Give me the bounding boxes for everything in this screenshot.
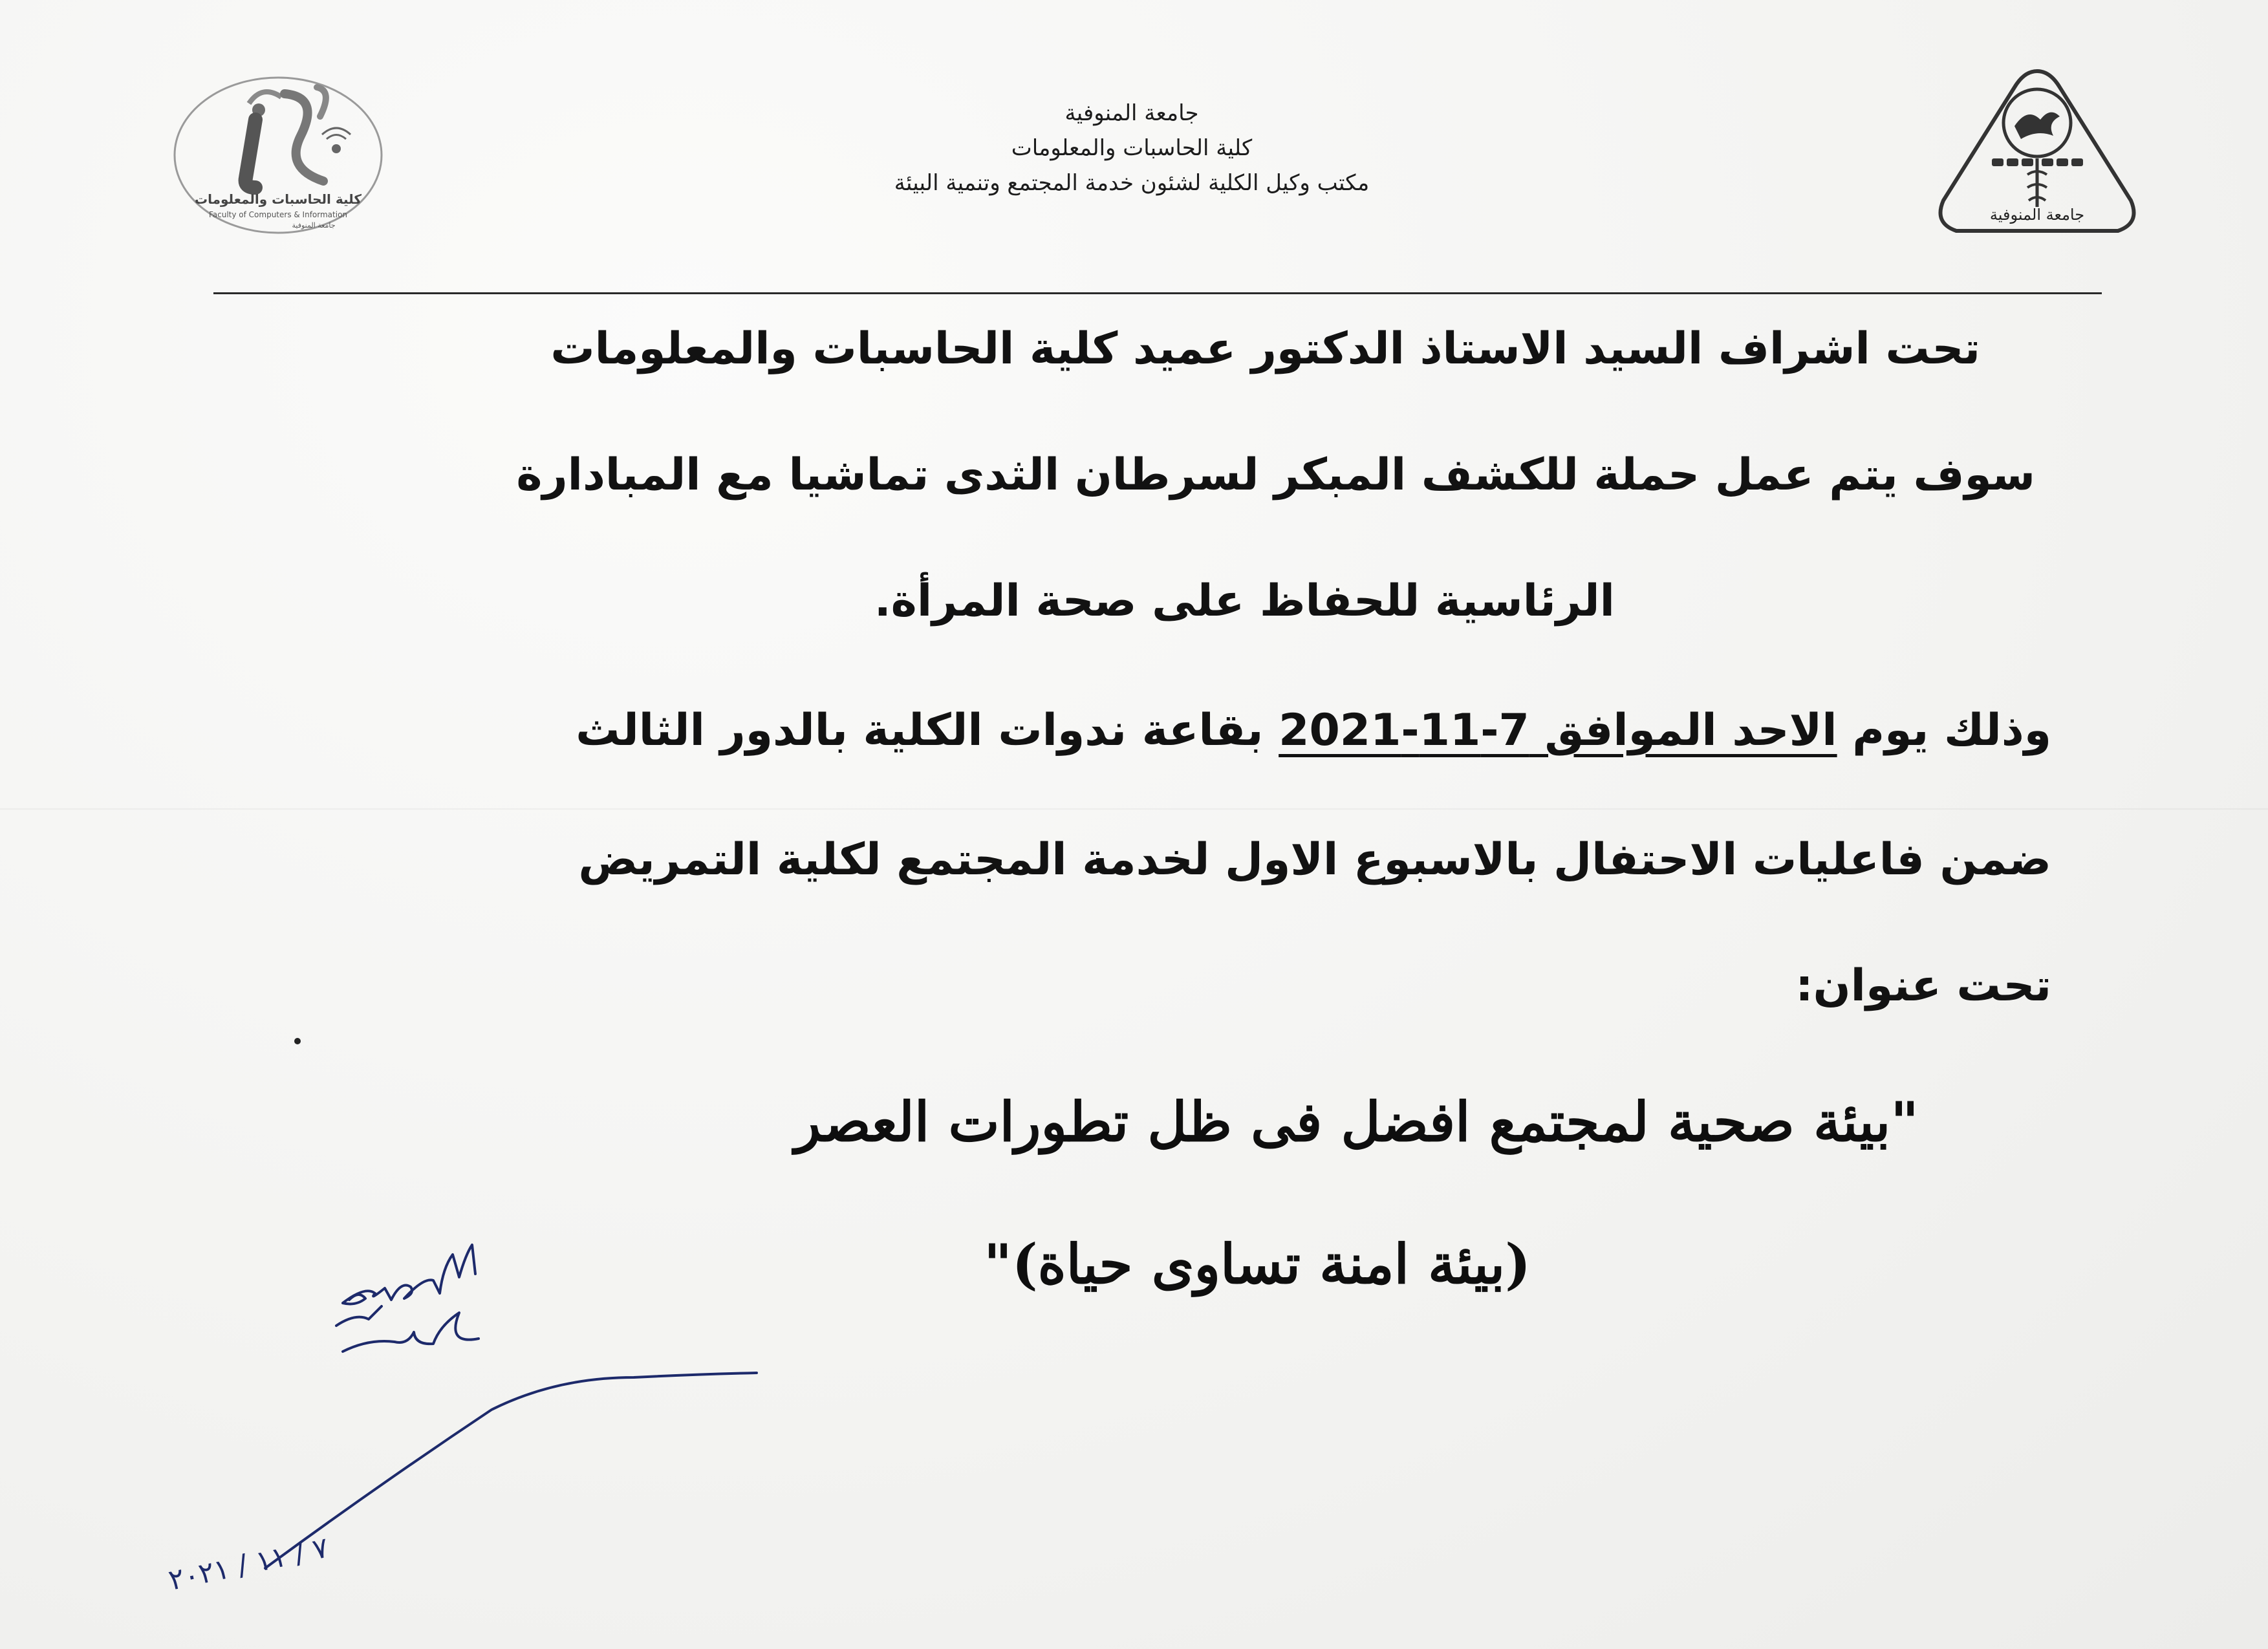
- signature-icon: [166, 1216, 828, 1597]
- body-line-2: سوف يتم عمل حملة للكشف المبكر لسرطان الثدى تماشيا مع المبادارة: [516, 449, 2035, 501]
- stray-dot: [294, 1038, 301, 1044]
- faculty-logo-text-en: Faculty of Computers & Information: [208, 210, 348, 219]
- body-line-6: تحت عنوان:: [1795, 960, 2051, 1011]
- body-line-5: ضمن فاعليات الاحتفال بالاسبوع الاول لخدمة المجتمع لكلية التمريض: [578, 834, 2051, 885]
- event-date: الاحد الموافق 7-11-2021: [1279, 705, 1837, 756]
- body-line-4-prefix: وذلك يوم: [1852, 705, 2051, 756]
- letterhead: [679, 96, 1584, 200]
- signature-date: ٧ / ١١ / ٢٠٢١: [166, 1531, 332, 1597]
- faculty-logo-text-small: جامعة المنوفية: [292, 221, 336, 230]
- university-name: جامعة المنوفية: [1064, 100, 1199, 126]
- faculty-logo-icon: [171, 58, 385, 239]
- faculty-logo-text-ar: كلية الحاسبات والمعلومات: [195, 191, 362, 207]
- body-line-3: الرئاسية للحفاظ على صحة المرأة.: [874, 576, 1615, 627]
- event-title-line-2: (بيئة امنة تساوى حياة)": [984, 1232, 1531, 1296]
- body-line-1: تحت اشراف السيد الاستاذ الدكتور عميد كلية الحاسبات والمعلومات: [550, 323, 1980, 374]
- office-name: مكتب وكيل الكلية لشئون خدمة المجتمع وتنمية البيئة: [894, 170, 1370, 196]
- faculty-name: كلية الحاسبات والمعلومات: [1011, 135, 1253, 161]
- paper-fold: [0, 808, 2268, 810]
- event-title-line-1: "بيئة صحية لمجتمع افضل فى ظل تطورات العصر: [794, 1090, 1919, 1154]
- body-line-4-suffix: بقاعة ندوات الكلية بالدور الثالث: [576, 705, 1264, 756]
- university-seal-icon: [1930, 61, 2144, 242]
- header-divider: [213, 292, 2102, 294]
- university-seal-text: جامعة المنوفية: [1989, 206, 2085, 224]
- body-line-4: [576, 705, 2051, 756]
